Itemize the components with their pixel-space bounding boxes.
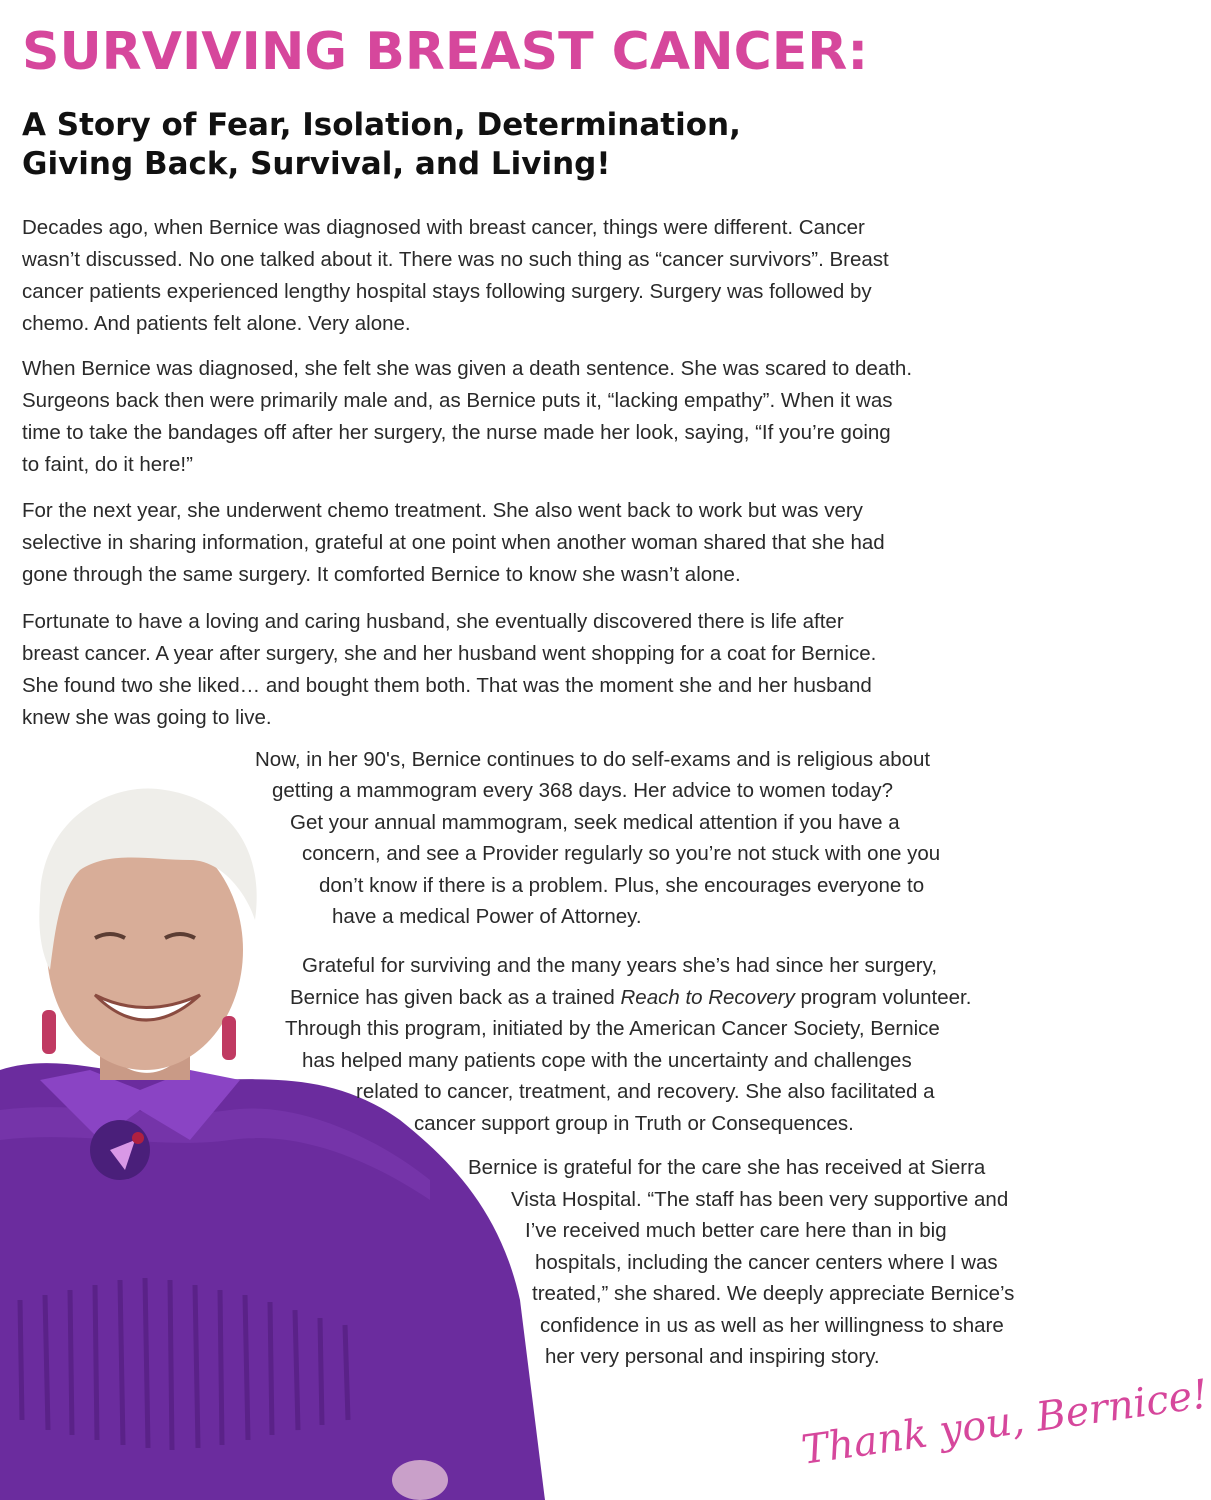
earring-right: [222, 1016, 236, 1060]
paragraph-diagnosis: [22, 212, 1132, 340]
text-line: Now, in her 90's, Bernice continues to do self-exams and is religious about: [255, 748, 931, 771]
brooch: [90, 1120, 150, 1180]
text-line: wasn’t discussed. No one talked about it. There was no such thing as “cancer survivors”. Breast: [22, 248, 889, 271]
text-line: getting a mammogram every 368 days. Her advice to women today?: [272, 779, 893, 802]
text-line: For the next year, she underwent chemo treatment. She also went back to work but was very: [22, 499, 863, 522]
program-name: Reach to Recovery: [620, 986, 795, 1009]
text-line: to faint, do it here!”: [22, 453, 193, 476]
text-line: When Bernice was diagnosed, she felt she was given a death sentence. She was scared to death.: [22, 357, 913, 380]
text-line: Grateful for surviving and the many years she’s had since her surgery,: [302, 954, 938, 977]
text-line: treated,” she shared. We deeply appreciate Bernice’s: [532, 1282, 1015, 1305]
text-line: She found two she liked… and bought them both. That was the moment she and her husband: [22, 674, 872, 697]
signature: Thank you, Bernice!: [798, 1371, 1211, 1474]
subtitle-line: A Story of Fear, Isolation, Determination,: [22, 107, 741, 143]
text-line: gone through the same surgery. It comforted Bernice to know she wasn’t alone.: [22, 563, 741, 586]
paragraph-chemo: [22, 495, 1132, 591]
text-line: has helped many patients cope with the uncertainty and challenges: [302, 1049, 912, 1072]
text-line: Decades ago, when Bernice was diagnosed with breast cancer, things were different. Cancer: [22, 216, 865, 239]
subtitle-line: Giving Back, Survival, and Living!: [22, 146, 611, 182]
paragraph-husband: [22, 606, 1132, 734]
text-line: selective in sharing information, grateful at one point when another woman shared that she had: [22, 531, 885, 554]
text-line: related to cancer, treatment, and recovery. She also facilitated a: [356, 1080, 935, 1103]
hand: [392, 1460, 448, 1500]
text-line: concern, and see a Provider regularly so you’re not stuck with one you: [302, 842, 941, 865]
text-line: her very personal and inspiring story.: [545, 1345, 880, 1368]
text-line: Fortunate to have a loving and caring husband, she eventually discovered there is life after: [22, 610, 844, 633]
text-fragment: program volunteer.: [794, 986, 972, 1009]
earring-left: [42, 1010, 56, 1054]
text-line: knew she was going to live.: [22, 706, 272, 729]
text-line: [290, 982, 971, 1014]
text-line: I’ve received much better care here than in big: [525, 1219, 947, 1242]
text-line: hospitals, including the cancer centers where I was: [535, 1251, 998, 1274]
page-subtitle: [22, 106, 741, 184]
page-title: SURVIVING BREAST CANCER:: [22, 22, 869, 82]
text-line: time to take the bandages off after her surgery, the nurse made her look, saying, “If you’re going: [22, 421, 891, 444]
text-line: chemo. And patients felt alone. Very alone.: [22, 312, 411, 335]
text-line: cancer support group in Truth or Consequences.: [414, 1112, 854, 1135]
text-line: don’t know if there is a problem. Plus, she encourages everyone to: [319, 874, 925, 897]
text-line: Bernice is grateful for the care she has received at Sierra: [468, 1156, 986, 1179]
text-line: cancer patients experienced lengthy hospital stays following surgery. Surgery was followed by: [22, 280, 872, 303]
text-line: Surgeons back then were primarily male and, as Bernice puts it, “lacking empathy”. When it was: [22, 389, 893, 412]
text-line: Through this program, initiated by the American Cancer Society, Bernice: [285, 1017, 940, 1040]
text-line: confidence in us as well as her willingness to share: [540, 1314, 1004, 1337]
text-line: breast cancer. A year after surgery, she and her husband went shopping for a coat for Bernice.: [22, 642, 877, 665]
text-fragment: Bernice has given back as a trained: [290, 986, 621, 1009]
text-line: Get your annual mammogram, seek medical attention if you have a: [290, 811, 900, 834]
text-line: Vista Hospital. “The staff has been very supportive and: [511, 1188, 1009, 1211]
text-line: have a medical Power of Attorney.: [332, 905, 642, 928]
paragraph-death-sentence: [22, 353, 1132, 481]
